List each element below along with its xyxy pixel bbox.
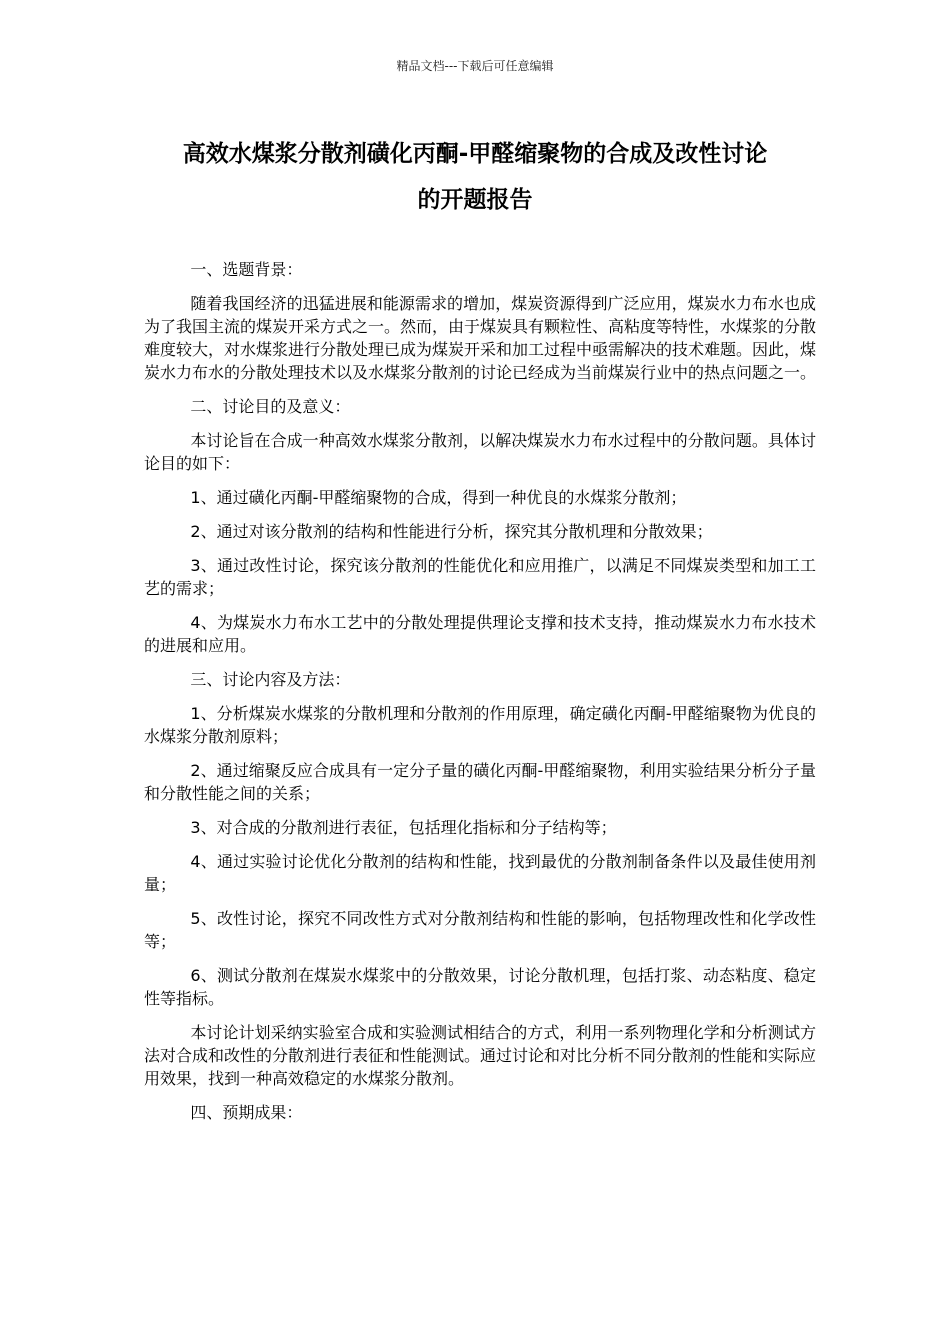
title-line-1: 高效水煤浆分散剂磺化丙酮-甲醛缩聚物的合成及改性讨论: [182, 141, 768, 167]
purpose-item: 4、为煤炭水力布水工艺中的分散处理提供理论支撑和技术支持，推动煤炭水力布水技术的进展和应用。: [144, 613, 816, 655]
section-heading-purpose: 二、讨论目的及意义：: [190, 397, 351, 416]
section-heading-background: 一、选题背景：: [190, 260, 303, 279]
document-body: [144, 258, 816, 1135]
background-paragraph: 随着我国经济的迅猛进展和能源需求的增加，煤炭资源得到广泛应用，煤炭水力布水也成为了我国主流的煤炭开采方式之一。然而，由于煤炭具有颗粒性、高粘度等特性，水煤浆的分散难度较大，对水煤浆进行分散处理已成为煤炭开采和加工过程中亟需解决的技术难题。因此，煤炭水力布水的分散处理技术以及水煤浆分散剂的讨论已经成为当前煤炭行业中的热点问题之一。: [144, 294, 817, 382]
section-heading-results: 四、预期成果：: [190, 1103, 303, 1122]
purpose-intro-paragraph: 本讨论旨在合成一种高效水煤浆分散剂，以解决煤炭水力布水过程中的分散问题。具体讨论目的如下：: [144, 431, 816, 473]
methods-item: 2、通过缩聚反应合成具有一定分子量的磺化丙酮-甲醛缩聚物，利用实验结果分析分子量和分散性能之间的关系；: [144, 761, 816, 803]
methods-item: 5、改性讨论，探究不同改性方式对分散剂结构和性能的影响，包括物理改性和化学改性等；: [144, 909, 816, 951]
methods-item: 4、通过实验讨论优化分散剂的结构和性能，找到最优的分散剂制备条件以及最佳使用剂量；: [144, 852, 816, 894]
section-heading-methods: 三、讨论内容及方法：: [190, 670, 351, 689]
purpose-item: 3、通过改性讨论，探究该分散剂的性能优化和应用推广，以满足不同煤炭类型和加工工艺的需求；: [144, 556, 816, 598]
methods-item: 6、测试分散剂在煤炭水煤浆中的分散效果，讨论分散机理，包括打浆、动态粘度、稳定性等指标。: [144, 966, 816, 1008]
methods-item: 1、分析煤炭水煤浆的分散机理和分散剂的作用原理，确定磺化丙酮-甲醛缩聚物为优良的水煤浆分散剂原料；: [144, 704, 816, 746]
header-note: 精品文档---下载后可任意编辑: [396, 59, 554, 73]
document-title: [130, 131, 820, 223]
purpose-item: 1、通过磺化丙酮-甲醛缩聚物的合成，得到一种优良的水煤浆分散剂；: [190, 488, 687, 507]
methods-item: 3、对合成的分散剂进行表征，包括理化指标和分子结构等；: [190, 818, 617, 837]
methods-summary-paragraph: 本讨论计划采纳实验室合成和实验测试相结合的方式，利用一系列物理化学和分析测试方法对合成和改性的分散剂进行表征和性能测试。通过讨论和对比分析不同分散剂的性能和实际应用效果，找到一种高效稳定的水煤浆分散剂。: [144, 1023, 817, 1088]
title-line-2: 的开题报告: [417, 187, 533, 213]
purpose-item: 2、通过对该分散剂的结构和性能进行分析，探究其分散机理和分散效果；: [190, 522, 713, 541]
